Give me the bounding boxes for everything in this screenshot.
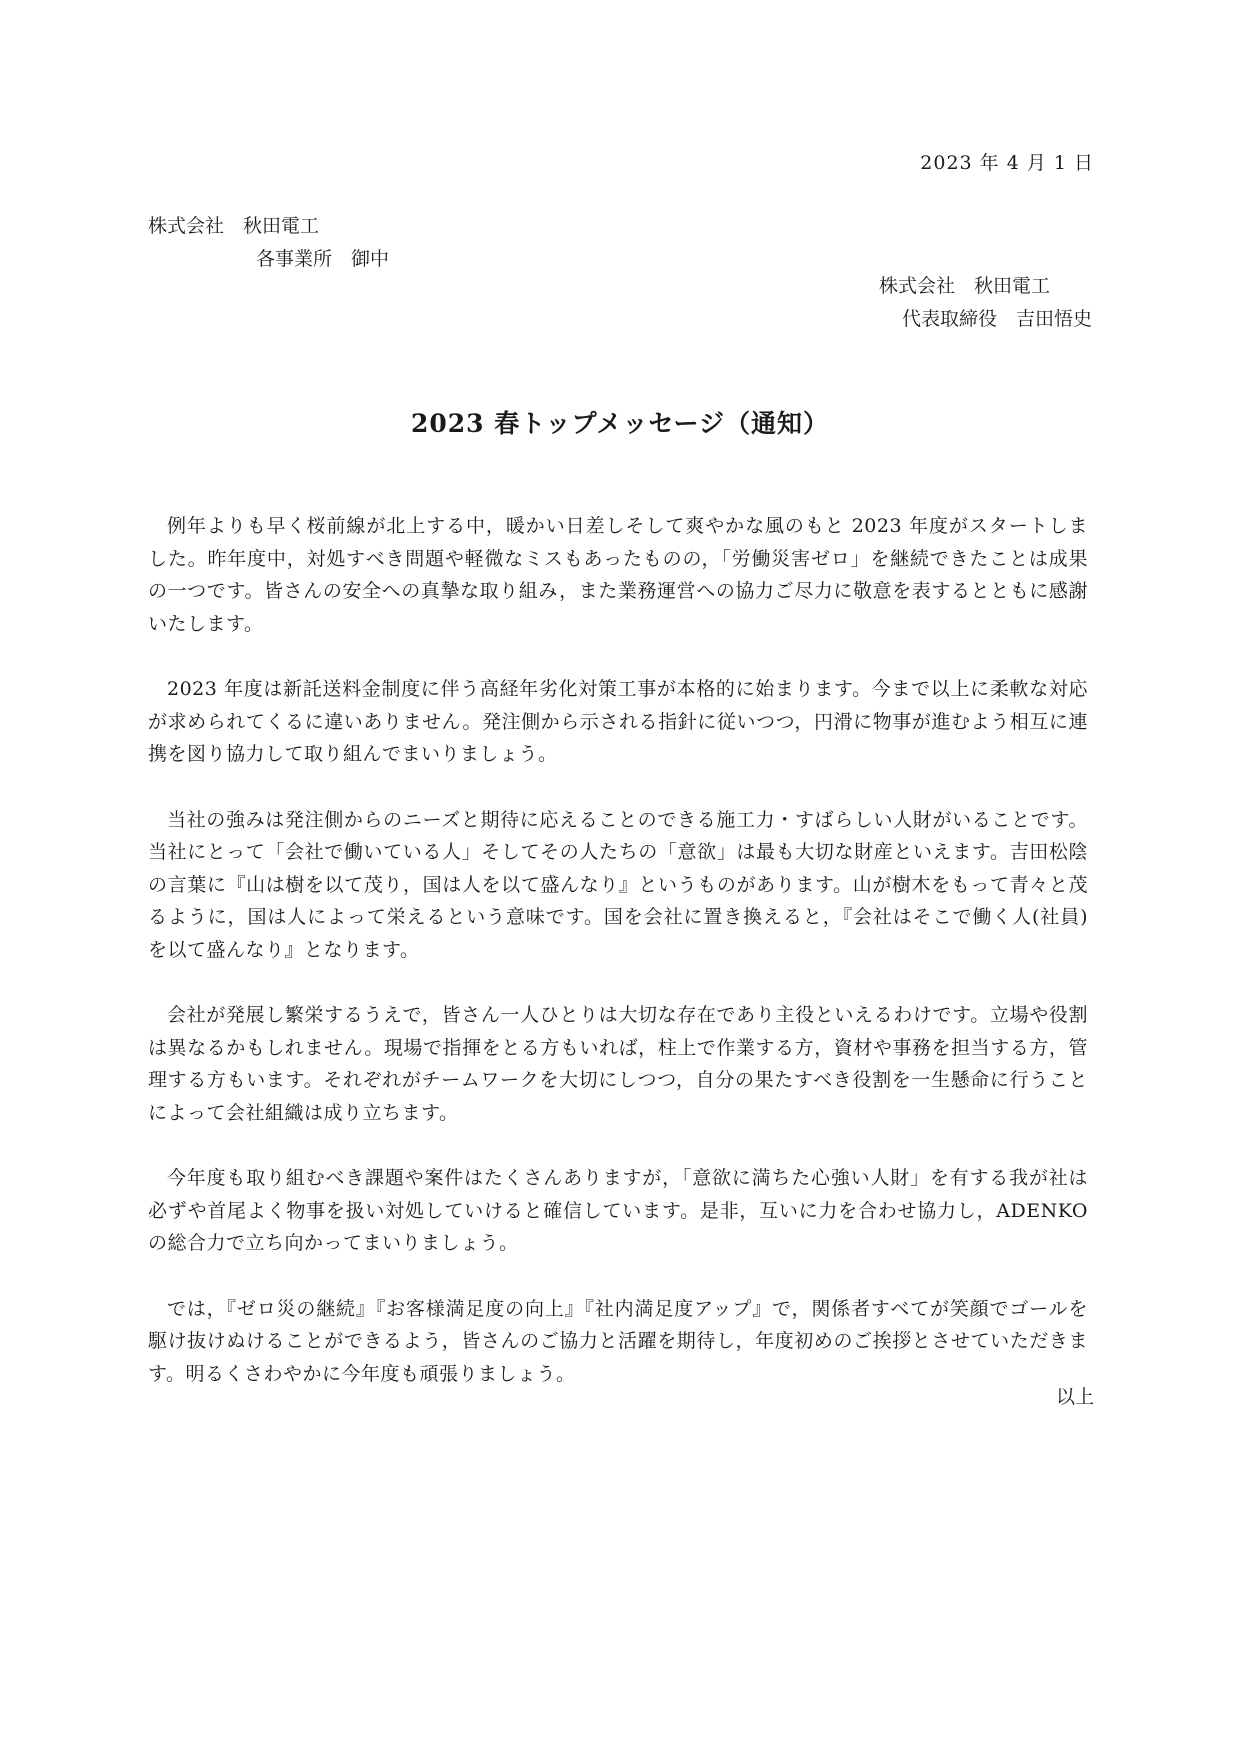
recipient-company: 株式会社 秋田電工 xyxy=(148,215,320,237)
document-title: 2023 春トップメッセージ（通知） xyxy=(410,409,830,438)
recipient-department: 各事業所 御中 xyxy=(256,248,390,270)
body-paragraph: 例年よりも早く桜前線が北上する中，暖かい日差しそして爽やかな風のもと 2023 年度がスタートしました。昨年度中，対処すべき問題や軽微なミスもあったものの，「労働災害ゼロ」を継続できたことは成果の一つです。皆さんの安全への真摯な取り組み，また業務運営への協力ご尽力に敬意を表するとともに感謝いたします。 xyxy=(148,515,1088,635)
closing-mark: 以上 xyxy=(1055,1386,1094,1408)
sender-representative: 代表取締役 吉田悟史 xyxy=(901,308,1092,330)
body-paragraph: 当社の強みは発注側からのニーズと期待に応えることのできる施工力・すばらしい人財がいることです。当社にとって「会社で働いている人」そしてその人たちの「意欲」は最も大切な財産といえます。吉田松陰の言葉に『山は樹を以て茂り，国は人を以て盛んなり』というものがあります。山が樹木をもって青々と茂るように，国は人によって栄えるという意味です。国を会社に置き換えると，『会社はそこで働く人(社員)を以て盛んなり』となります。 xyxy=(148,808,1088,961)
document-body xyxy=(148,510,1088,1423)
body-paragraph: 今年度も取り組むべき課題や案件はたくさんありますが，「意欲に満ちた心強い人財」を有する我が社は必ずや首尾よく物事を扱い対処していけると確信しています。是非，互いに力を合わせ協力し，ADENKO の総合力で立ち向かってまいりましょう。 xyxy=(148,1167,1088,1254)
body-paragraph: 2023 年度は新託送料金制度に伴う高経年劣化対策工事が本格的に始まります。今まで以上に柔軟な対応が求められてくるに違いありません。発注側から示される指針に従いつつ，円滑に物事が進むよう相互に連携を図り協力して取り組んでまいりましょう。 xyxy=(148,678,1088,765)
body-paragraph: では，『ゼロ災の継続』『お客様満足度の向上』『社内満足度アップ』で，関係者すべてが笑顔でゴールを駆け抜けぬけることができるよう，皆さんのご協力と活躍を期待し，年度初めのご挨拶とさせていただきます。明るくさわやかに今年度も頑張りましょう。 xyxy=(148,1297,1088,1385)
sender-block xyxy=(879,270,1092,336)
recipient-block xyxy=(148,210,389,276)
sender-company: 株式会社 秋田電工 xyxy=(878,275,1050,297)
document-date: 2023 年 4 月 1 日 xyxy=(920,152,1094,174)
body-paragraph: 会社が発展し繁栄するうえで，皆さん一人ひとりは大切な存在であり主役といえるわけです。立場や役割は異なるかもしれません。現場で指揮をとる方もいれば，柱上で作業する方，資材や事務を担当する方，管理する方もいます。それぞれがチームワークを大切にしつつ，自分の果たすべき役割を一生懸命に行うことによって会社組織は成り立ちます。 xyxy=(148,1004,1088,1124)
